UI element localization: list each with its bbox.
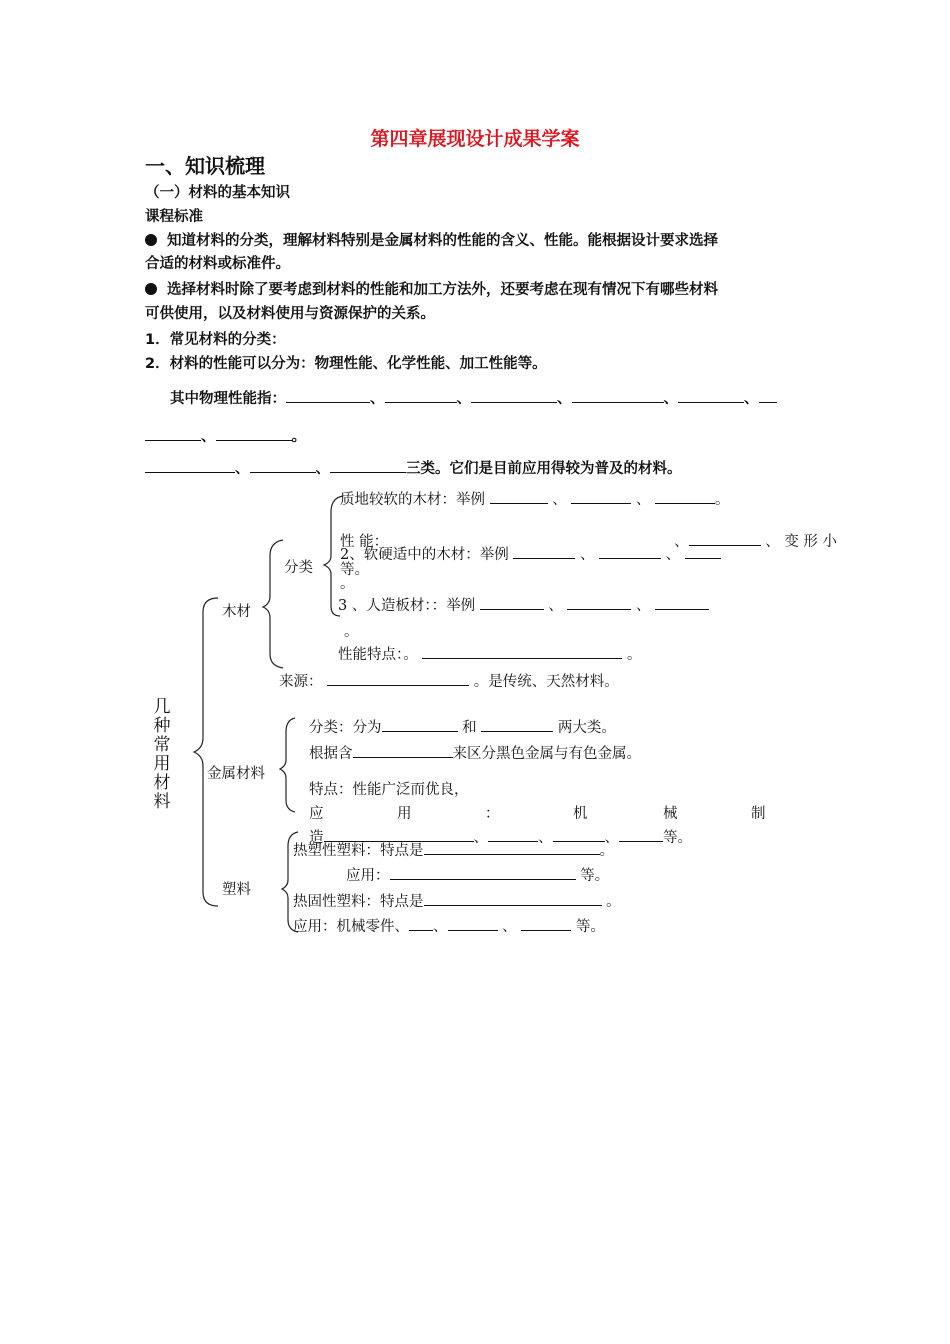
app-char: 制: [751, 806, 766, 822]
metal-classify-line: 分类：分为 和 两大类。: [309, 716, 616, 737]
blank-field[interactable]: [571, 489, 631, 504]
medium-wood-line: 2、软硬适中的木材：举例 、 、: [340, 543, 721, 564]
page-title: 第四章展现设计成果学案: [370, 128, 580, 150]
soft-wood-line: 质地较软的木材：举例 、 、 。: [340, 488, 730, 509]
blank-field[interactable]: [382, 717, 458, 732]
app-char: ：: [485, 806, 500, 822]
blank-field[interactable]: [599, 544, 661, 559]
deng-text: 等。: [340, 562, 369, 578]
metal-feature-line: 特点：性能广泛而优良，: [309, 782, 469, 798]
panel-wood-line: 3 、人造板材：：举例 、 、: [338, 594, 709, 615]
blank-field[interactable]: [327, 671, 469, 686]
blank-field[interactable]: [390, 865, 576, 880]
item-1: 1．常见材料的分类：: [145, 332, 286, 348]
metal-brace: [280, 718, 295, 812]
performance-line: 性 能： 、 、 变 形 小: [340, 530, 837, 551]
app-char: 机: [573, 806, 588, 822]
blank-field[interactable]: [619, 827, 663, 842]
thermoset-app-line: 应用：机械零件、 、 、 等。: [293, 915, 605, 936]
bullet-1-cont: 合适的材料或标准件。: [145, 256, 290, 272]
blank-field[interactable]: [567, 595, 631, 610]
root-label: 几种常用材料: [153, 697, 171, 812]
section-heading: 一、知识梳理: [145, 154, 265, 178]
blank-field[interactable]: [490, 489, 548, 504]
app-char: 械: [663, 806, 678, 822]
bullet-2: 选择材料时除了要考虑到材料的性能和加工方法外，还要考虑在现有情况下有哪些材料: [145, 278, 718, 299]
three-types-line: 、 、 三类。它们是目前应用得较为普及的材料。: [145, 457, 682, 478]
thermoplastic-line: 热塑性塑料：特点是 。: [293, 839, 614, 860]
blank-field[interactable]: [655, 489, 715, 504]
bullet-2-cont: 可供使用，以及材料使用与资源保护的关系。: [145, 306, 435, 322]
app-char: 用: [397, 806, 412, 822]
thermoplastic-app-line: 应用： 等。: [346, 864, 609, 885]
subsection-heading: （一）材料的基本知识: [145, 185, 290, 201]
physical-properties-cont: 、 。: [145, 425, 306, 446]
root-brace: [194, 598, 218, 906]
app-char: 应: [309, 806, 324, 822]
blank-field[interactable]: [424, 840, 600, 855]
period-mark: 。: [344, 624, 359, 640]
item-2: 2．材料的性能可以分为：物理性能、化学性能、加工性能等。: [145, 356, 547, 372]
blank-field[interactable]: [409, 916, 433, 931]
metal-label: 金属材料: [207, 766, 265, 782]
wood-label: 木材: [222, 604, 251, 620]
perf-feature-line: 性能特点：。 。: [338, 643, 641, 664]
plastic-label: 塑料: [222, 882, 251, 898]
blank-field[interactable]: [353, 743, 453, 758]
source-line: 来源： 。是传统、天然材料。: [279, 670, 619, 691]
blank-field[interactable]: [513, 544, 575, 559]
blank-field[interactable]: [448, 916, 498, 931]
blank-field[interactable]: [521, 916, 571, 931]
wood-brace: [263, 540, 283, 668]
blank-field[interactable]: [480, 595, 544, 610]
blank-field[interactable]: [481, 717, 553, 732]
physical-properties-line: 其中物理性能指： 、 、 、 、 、: [170, 387, 777, 408]
period-mark: 。: [340, 576, 355, 592]
thermoset-line: 热固性塑料：特点是 。: [293, 890, 621, 911]
blank-field[interactable]: [422, 644, 622, 659]
blank-field[interactable]: [685, 544, 721, 559]
bullet-1: 知道材料的分类，理解材料特别是金属材料的性能的含义、性能。能根据设计要求选择: [145, 229, 718, 250]
metal-content-line: 根据含 来区分黑色金属与有色金属。: [309, 742, 641, 763]
classify-label: 分类: [284, 560, 313, 576]
curriculum-heading: 课程标准: [145, 209, 203, 225]
blank-field[interactable]: [424, 891, 602, 906]
blank-field[interactable]: [655, 595, 709, 610]
metal-app-cont: 造 、 、 、 等。: [309, 826, 692, 847]
